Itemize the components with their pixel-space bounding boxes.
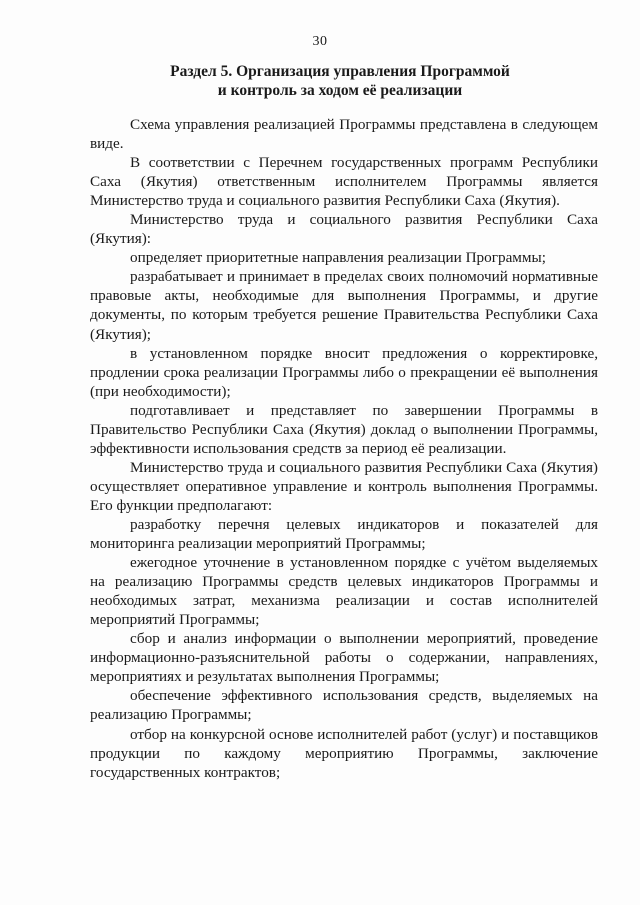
page-number: 30 — [312, 34, 328, 49]
paragraph: Министерство труда и социального развития Республики Саха (Якутия) осуществляет оперативное управление и контроль выполнения Программы. Его функции предполагают: — [90, 458, 598, 514]
paragraph: Министерство труда и социального развития Республики Саха (Якутия): — [90, 211, 598, 248]
section-title-line-2: и контроль за ходом её реализации — [217, 82, 463, 99]
paragraph: подготавливает и представляет по завершении Программы в Правительство Республики Саха (Якутия) доклад о выполнении Программы, эффективности использования средств за период её реализации. — [90, 401, 598, 457]
paragraph: в установленном порядке вносит предложения о корректировке, продлении срока реализации Программы либо о прекращении её выполнения (при необходимости); — [90, 344, 598, 400]
section-title-line-1: Раздел 5. Организация управления Программой — [170, 63, 510, 80]
body-text — [90, 115, 598, 782]
paragraph: обеспечение эффективного использования средств, выделяемых на реализацию Программы; — [90, 687, 598, 724]
paragraph: разработку перечня целевых индикаторов и показателей для мониторинга реализации мероприятий Программы; — [90, 515, 598, 553]
paragraph: сбор и анализ информации о выполнении мероприятий, проведение информационно-разъяснительной работы о содержании, направлениях, мероприятиях и результатах выполнения Программы; — [90, 630, 598, 686]
paragraph: ежегодное уточнение в установленном порядке с учётом выделяемых на реализацию Программы средств целевых индикаторов Программы и необходимых затрат, механизма реализации и состав исполнителей мероприятий Программы; — [90, 554, 598, 629]
paragraph: Схема управления реализацией Программы представлена в следующем виде. — [90, 116, 598, 153]
paragraph: определяет приоритетные направления реализации Программы; — [130, 249, 546, 267]
paragraph: В соответствии с Перечнем государственных программ Республики Саха (Якутия) ответственным исполнителем Программы является Министерство труда и социального развития Республики Саха (Якутия). — [90, 154, 598, 210]
section-title — [90, 62, 590, 100]
paragraph: отбор на конкурсной основе исполнителей работ (услуг) и поставщиков продукции по каждому мероприятию Программы, заключение государственных контрактов; — [90, 725, 598, 781]
paragraph: разрабатывает и принимает в пределах своих полномочий нормативные правовые акты, необходимые для выполнения Программы, и другие документы, по которым требуется решение Правительства Республики Саха (Якутия); — [90, 268, 598, 343]
